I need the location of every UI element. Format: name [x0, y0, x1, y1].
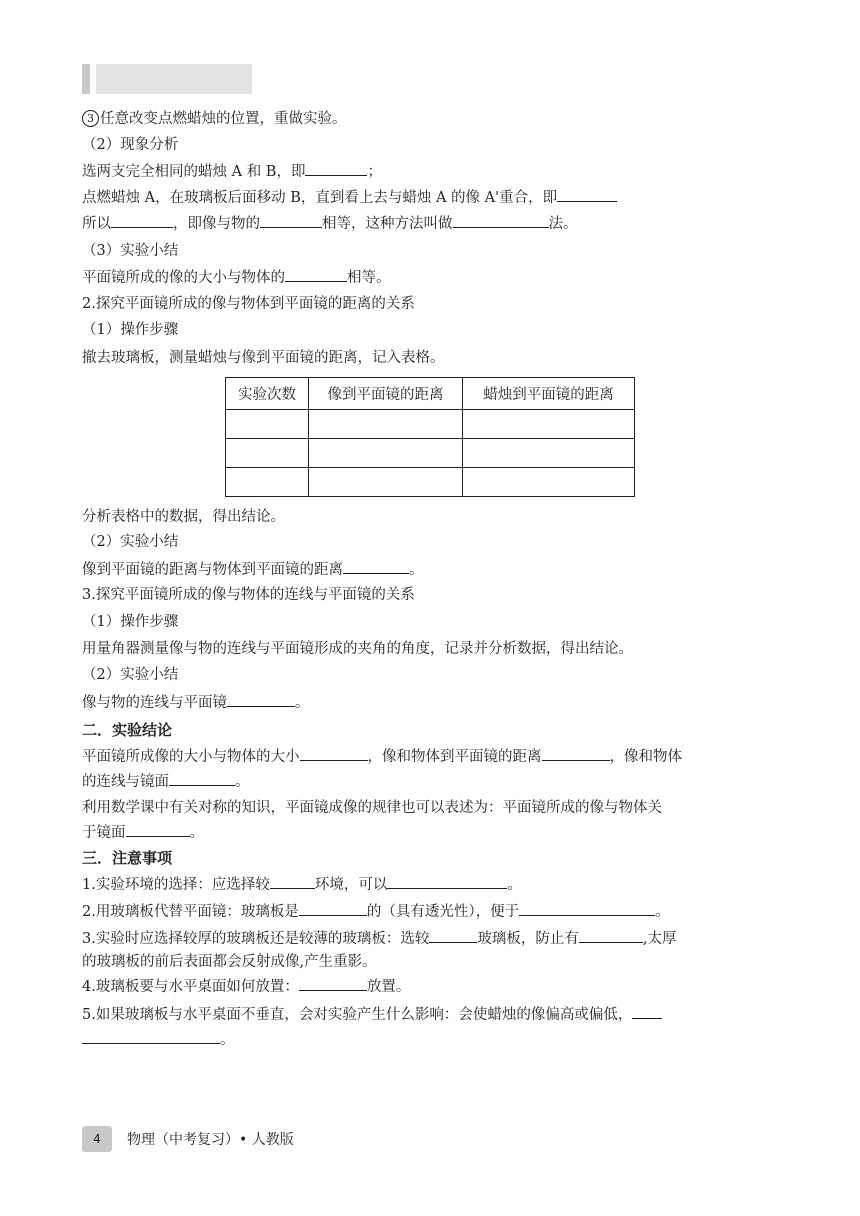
- header-accent: [82, 64, 90, 94]
- answer-blank[interactable]: [300, 746, 368, 761]
- answer-blank[interactable]: [579, 928, 643, 943]
- header-label-box: [96, 64, 252, 94]
- note-2: 2.用玻璃板代替平面镜：玻璃板是 的（具有透光性），便于 。: [82, 901, 670, 922]
- answer-blank[interactable]: [270, 874, 315, 889]
- table-cell[interactable]: [463, 439, 635, 468]
- answer-blank[interactable]: [632, 1004, 662, 1019]
- table-header-row: [226, 378, 635, 410]
- measurement-table: [225, 377, 635, 497]
- text-line: 于镜面 。: [82, 822, 204, 843]
- table-header-cell: 蜡烛到平面镜的距离: [463, 378, 635, 410]
- subheading-summary: （3）实验小结: [82, 243, 179, 259]
- table-cell[interactable]: [309, 468, 463, 497]
- table-row: [226, 439, 635, 468]
- text-line: 平面镜所成的像的大小与物体的 相等。: [82, 267, 391, 288]
- section-2-title: 2.探究平面镜所成的像与物体到平面镜的距离的关系: [82, 296, 415, 312]
- subheading-summary: （2）实验小结: [82, 667, 179, 683]
- table-cell[interactable]: [309, 410, 463, 439]
- table-cell[interactable]: [463, 410, 635, 439]
- text-line: 分析表格中的数据，得出结论。: [82, 509, 285, 525]
- heading-notes: 三．注意事项: [82, 849, 173, 867]
- table-row: [226, 468, 635, 497]
- section-3-title: 3.探究平面镜所成的像与物体的连线与平面镜的关系: [82, 587, 415, 603]
- text-line: 像到平面镜的距离与物体到平面镜的距离 。: [82, 559, 424, 580]
- text-line: 用量角器测量像与物的连线与平面镜形成的夹角的角度，记录并分析数据，得出结论。: [82, 641, 633, 657]
- circled-number: 3: [82, 110, 99, 127]
- section-header-bar: [82, 64, 252, 94]
- text-line: 的连线与镜面 。: [82, 771, 250, 792]
- answer-blank[interactable]: [557, 187, 617, 202]
- text-line: 的玻璃板的前后表面都会反射成像,产生重影。: [82, 954, 377, 970]
- note-3: 3.实验时应选择较厚的玻璃板还是较薄的玻璃板：选较 玻璃板，防止有 ,太厚: [82, 928, 676, 949]
- table-cell[interactable]: [309, 439, 463, 468]
- answer-blank[interactable]: [519, 901, 655, 916]
- note-4: 4.玻璃板要与水平桌面如何放置： 放置。: [82, 976, 410, 997]
- text-line: 点燃蜡烛 A，在玻璃板后面移动 B，直到看上去与蜡烛 A 的像 A'重合，即: [82, 187, 617, 208]
- text-line: 所以 ，即像与物的 相等，这种方法叫做 法。: [82, 213, 578, 234]
- subheading-summary: （2）实验小结: [82, 534, 179, 550]
- table-row: [226, 410, 635, 439]
- answer-blank[interactable]: [542, 746, 610, 761]
- subheading-steps: （1）操作步骤: [82, 322, 179, 338]
- answer-blank[interactable]: [429, 928, 477, 943]
- text-line: 撤去玻璃板，测量蜡烛与像到平面镜的距离，记入表格。: [82, 350, 445, 366]
- note-1: 1.实验环境的选择：应选择较 环境，可以 。: [82, 874, 522, 895]
- book-title: 物理（中考复习）• 人教版: [127, 1132, 294, 1148]
- answer-blank[interactable]: [260, 213, 322, 228]
- step-3-line: 3 任意改变点燃蜡烛的位置，重做实验。: [82, 109, 347, 129]
- answer-blank[interactable]: [299, 901, 367, 916]
- page-number: 4: [82, 1126, 112, 1152]
- table-cell[interactable]: [226, 439, 309, 468]
- text-line: 平面镜所成像的大小与物体的大小 ，像和物体到平面镜的距离 ，像和物体: [82, 746, 682, 767]
- answer-blank[interactable]: [343, 559, 409, 574]
- heading-conclusion: 二．实验结论: [82, 721, 173, 739]
- subheading-steps: （1）操作步骤: [82, 614, 179, 630]
- answer-blank[interactable]: [227, 692, 295, 707]
- answer-blank[interactable]: [111, 213, 173, 228]
- text-line: 选两支完全相同的蜡烛 A 和 B，即 ；: [82, 161, 382, 182]
- table-cell[interactable]: [226, 468, 309, 497]
- text-line: 像与物的连线与平面镜 。: [82, 692, 310, 713]
- answer-blank[interactable]: [453, 213, 549, 228]
- answer-blank[interactable]: [285, 267, 347, 282]
- text-line: 。: [82, 1029, 235, 1050]
- note-5: 5.如果玻璃板与水平桌面不垂直，会对实验产生什么影响：会使蜡烛的像偏高或偏低，: [82, 1004, 662, 1025]
- subheading-phenomenon: （2）现象分析: [82, 137, 179, 153]
- answer-blank[interactable]: [305, 161, 367, 176]
- answer-blank[interactable]: [169, 771, 235, 786]
- answer-blank[interactable]: [82, 1029, 220, 1044]
- table-cell[interactable]: [226, 410, 309, 439]
- answer-blank[interactable]: [299, 976, 367, 991]
- table-header-cell: 实验次数: [226, 378, 309, 410]
- answer-blank[interactable]: [387, 874, 507, 889]
- table-cell[interactable]: [463, 468, 635, 497]
- table-header-cell: 像到平面镜的距离: [309, 378, 463, 410]
- answer-blank[interactable]: [126, 822, 190, 837]
- text-line: 利用数学课中有关对称的知识，平面镜成像的规律也可以表述为：平面镜所成的像与物体关: [82, 800, 662, 816]
